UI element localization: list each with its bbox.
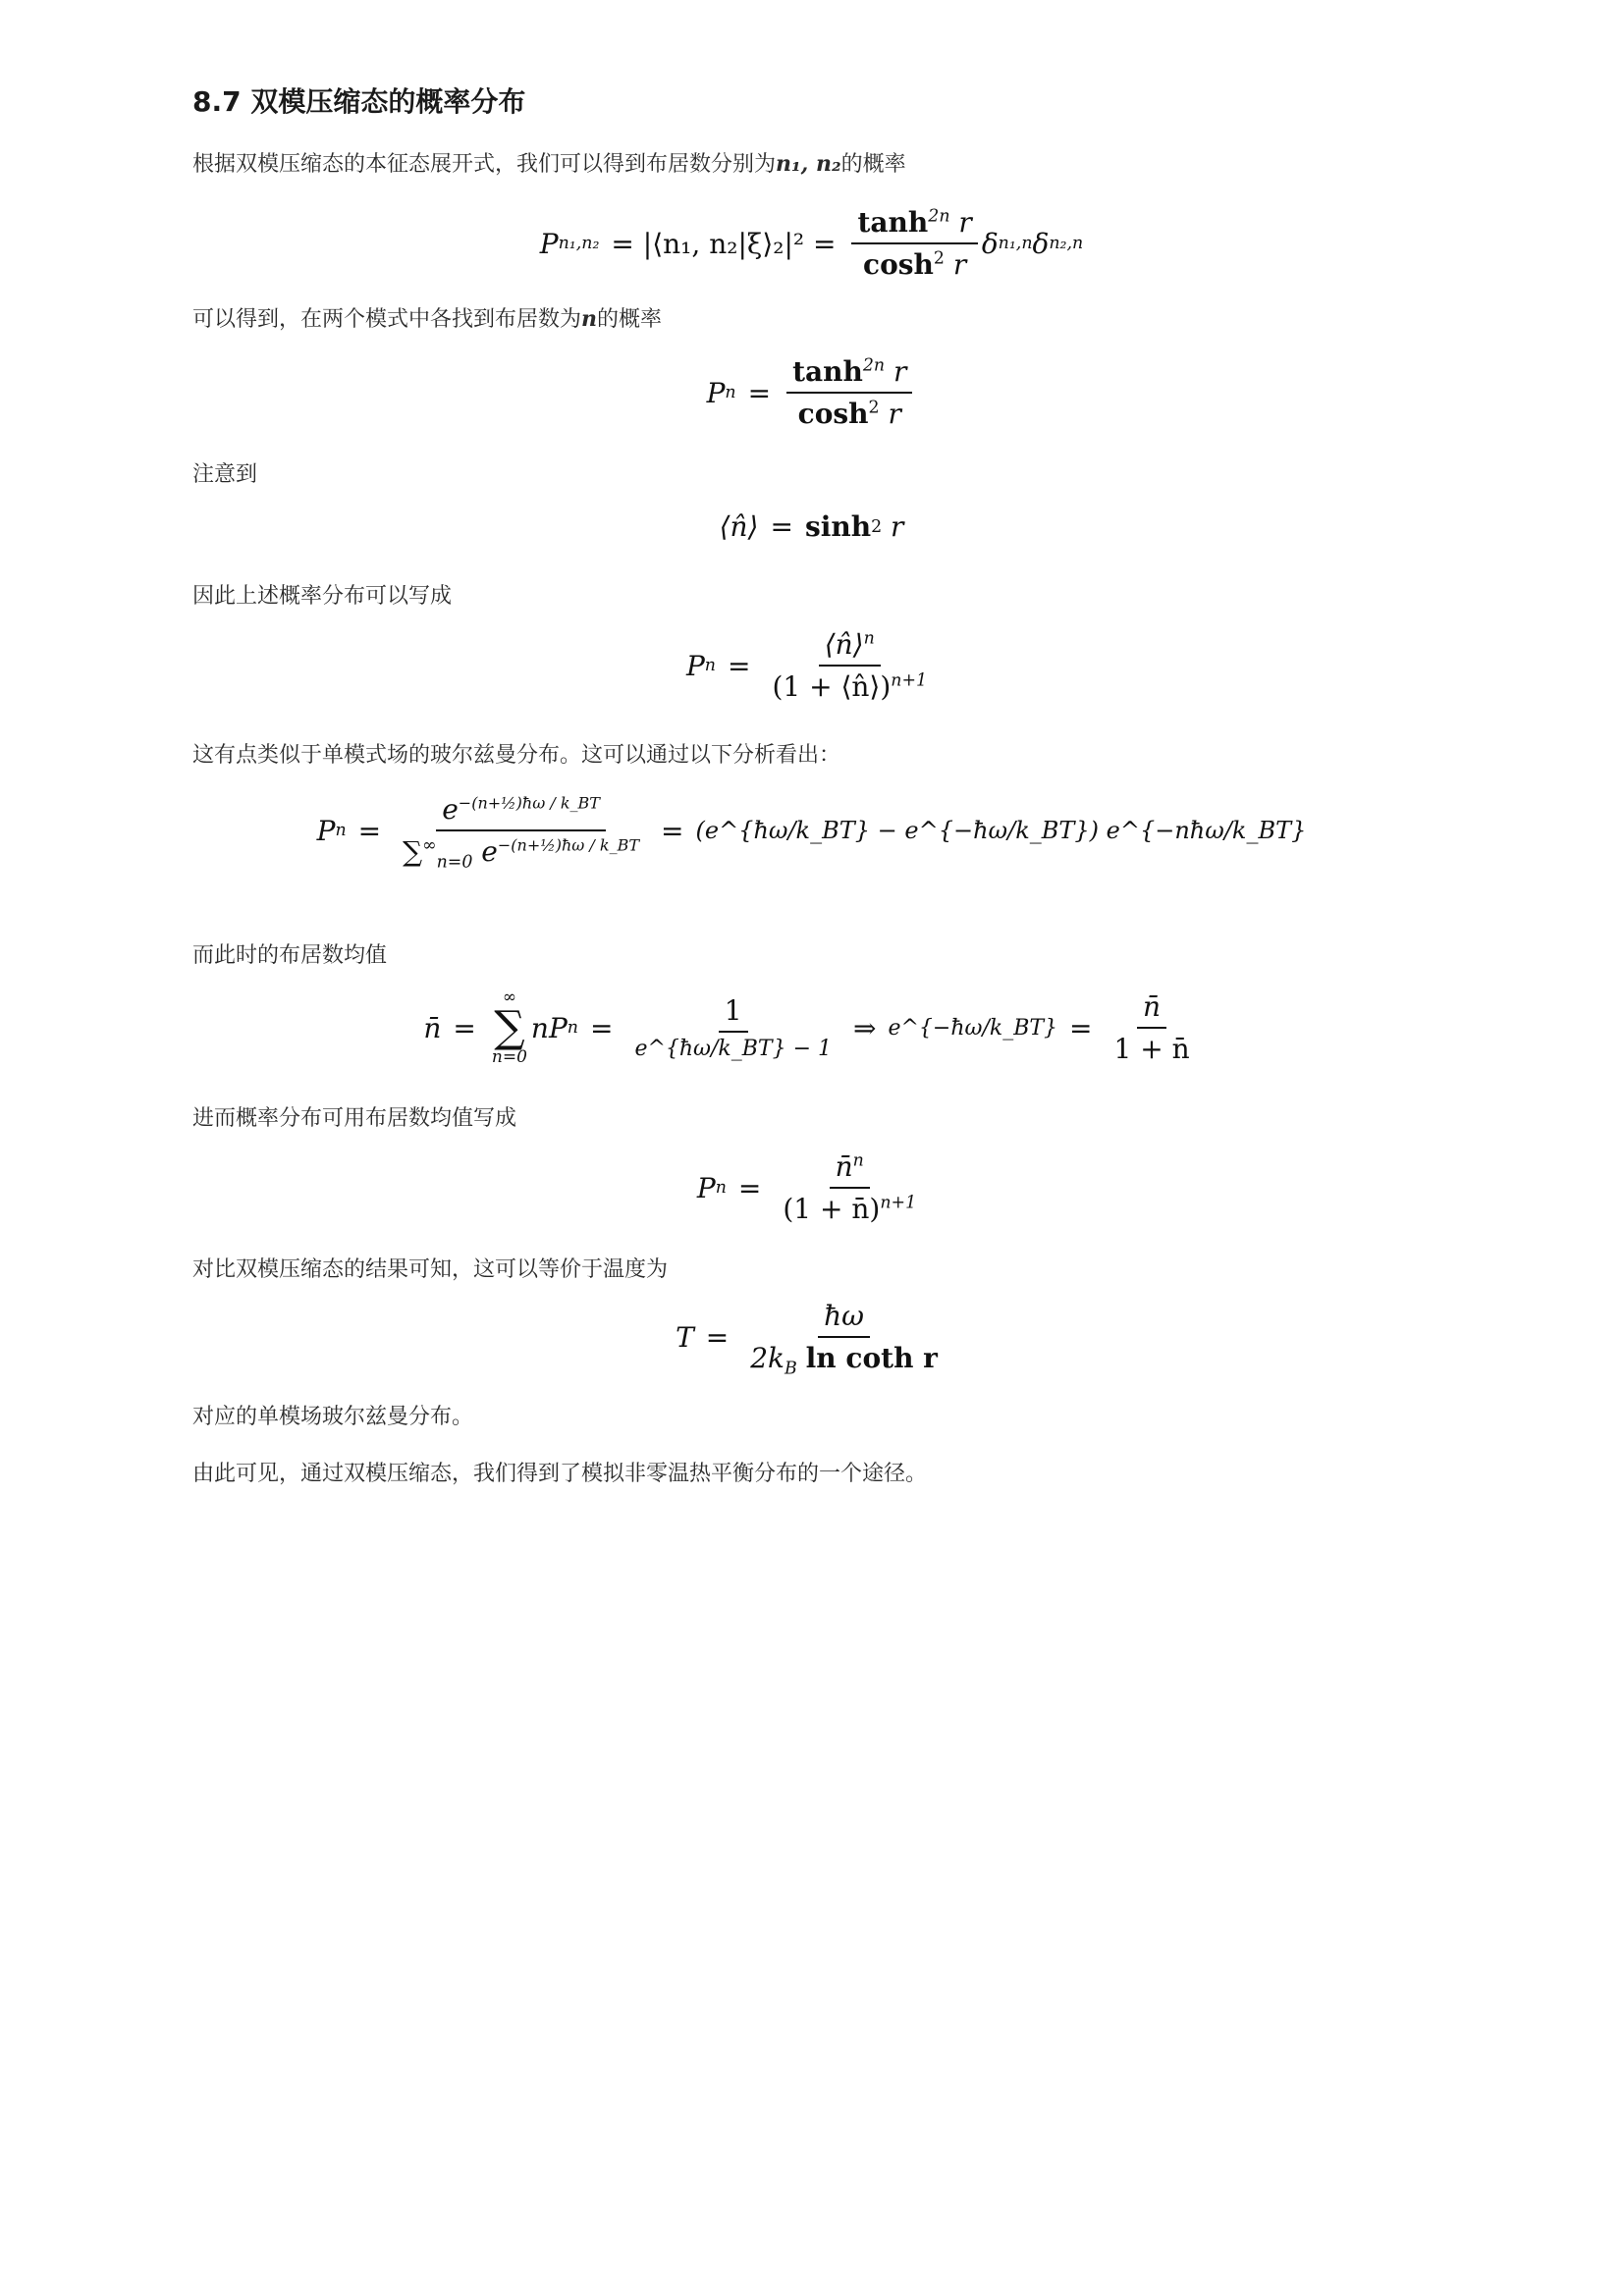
paragraph-5: 这有点类似于单模式场的玻尔兹曼分布。这可以通过以下分析看出： bbox=[192, 743, 841, 768]
section-heading: 8.7 双模压缩态的概率分布 bbox=[192, 85, 526, 118]
eq1-fraction: $\frac{\tanh^{2n} r}{\cosh^2 r}$ bbox=[851, 206, 977, 281]
eq1-middle: = |⟨n₁, n₂|ξ⟩₂|² = bbox=[611, 227, 837, 260]
paragraph-10: 由此可见，通过双模压缩态，我们得到了模拟非零温热平衡分布的一个途径。 bbox=[192, 1462, 928, 1486]
equation-3: ⟨n̂⟩ = sinh 2 r bbox=[719, 510, 904, 543]
paragraph-4: 因此上述概率分布可以写成 bbox=[192, 584, 453, 609]
paragraph-1-end: 的概率 bbox=[840, 152, 906, 177]
equation-7: P n = $\frac{n̄^n}{(1 + n̄)^{n+1}}$ bbox=[696, 1150, 917, 1225]
paragraph-1-text: 根据双模压缩态的本征态展开式，我们可以得到布居数分别为 bbox=[192, 152, 777, 177]
paragraph-7: 进而概率分布可用布居数均值写成 bbox=[192, 1106, 517, 1131]
equation-2: P n = $\frac{\tanh^{2n} r}{\cosh^2 r}$ bbox=[0, 355, 1623, 430]
eq1-lhs: P bbox=[539, 227, 559, 260]
equation-1: P n₁,n₂ = |⟨n₁, n₂|ξ⟩₂|² = $\frac{\tanh^{2n} r}{\cosh^2 r}$ δ n₁,n δ n₂,n bbox=[539, 206, 1084, 281]
paragraph-9: 对应的单模场玻尔兹曼分布。 bbox=[192, 1405, 474, 1429]
equation-5: P n = $\frac{e^{-(n+\frac{1}{2})ħ\omega / k\_BT}}{\sum^\infty_{n=0} e^{-(n+\frac{1}{2})ħ\omega / k\_BT}}$ = (e^{ħω/k_BT} − e^{−ħω/k_BT}) e^{−nħω/k_BT} bbox=[316, 793, 1307, 873]
paragraph-6: 而此时的布居数均值 bbox=[192, 943, 388, 968]
equation-6: n̄ = ∞ ∑ n=0 nP n = $\frac{1}{e\^{}\{ħ\omega/k\_BT\} - 1}$ ⇒ e^{−ħω/k_BT} = $\frac{n̄}{1 + n̄}$ bbox=[423, 988, 1190, 1067]
equation-8: T = $\frac{ħ\omega}{2k_B \ln \cot h r}$ bbox=[676, 1300, 938, 1379]
eq1-delta-1: δ bbox=[981, 227, 999, 260]
paragraph-3: 注意到 bbox=[192, 462, 258, 487]
paragraph-8: 对比双模压缩态的结果可知，这可以等价于温度为 bbox=[192, 1257, 669, 1282]
paragraph-1 bbox=[192, 147, 906, 178]
eq1-delta-2: δ bbox=[1032, 227, 1050, 260]
paragraph-2: 可以得到，在两个模式中各找到布居数为n的概率 bbox=[192, 306, 663, 332]
paragraph-1-math: n₁, n₂ bbox=[776, 151, 841, 177]
equation-4: P n = $\frac{⟨n̂⟩^n}{(1 + ⟨n̂⟩)^{n+1}}$ bbox=[685, 628, 928, 703]
